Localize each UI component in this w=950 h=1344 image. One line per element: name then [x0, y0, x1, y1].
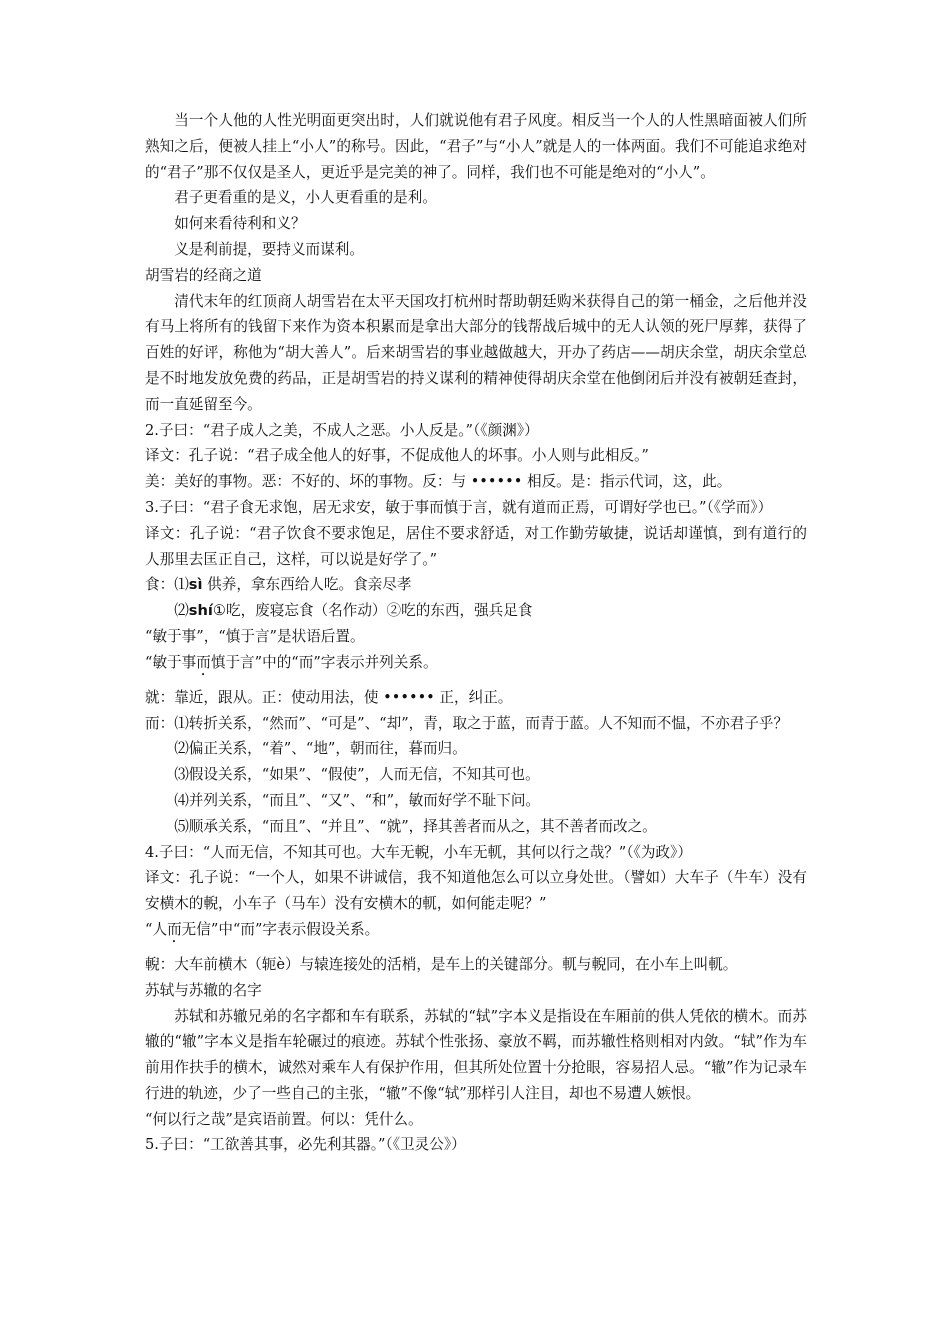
quote-2: 2.子曰：“君子成人之美，不成人之恶。小人反是。”（《颜渊》） [145, 421, 539, 439]
emphasized-char-er: 而 [196, 653, 211, 671]
pinyin-shi: shí [188, 602, 213, 620]
er-usage-4: ⑷并列关系，“而且”、“又”、“和”，敏而好学不耻下问。 [174, 791, 541, 809]
er-usage-1: 而：⑴转折关系，“然而”、“可是”、“却”，青，取之于蓝，而青于蓝。人不知而不愠，不亦君子乎？ [145, 714, 789, 732]
document-body [145, 108, 807, 1158]
er-usage-2: ⑵偏正关系，“着”、“地”，朝而往，暮而归。 [174, 740, 467, 758]
shi-reading-2-prefix: ⑵ [174, 602, 189, 620]
paragraph-junzi-xiaoren: 当一个人他的人性光明面更突出时，人们就说他有君子风度。相反当一个人的人性黑暗面被人们所熟知之后，便被人挂上“小人”的称号。因此，“君子”与“小人”就是人的一体两面。我们不可能追求绝对的“君子”那不仅仅是圣人，更近乎是完美的神了。同样，我们也不可能是绝对的“小人”。 [145, 112, 807, 181]
er-usage-5: ⑸顺承关系，“而且”、“并且”、“就”，择其善者而从之，其不善者而改之。 [174, 817, 657, 835]
shi-reading-2-text: ①吃，废寝忘食（名作动）②吃的东西，强兵足食 [212, 602, 533, 620]
quote-3: 3.子曰：“君子食无求饱，居无求安，敏于事而慎于言，就有道而正焉，可谓好学也已。”（《学而》） [145, 498, 773, 516]
grammar-note-2-b: 慎于言”中的“而”字表示并列关系。 [210, 653, 438, 671]
grammar-note-2-a: “敏于事 [145, 653, 197, 671]
grammar-note-3-a: “人 [145, 920, 168, 938]
grammar-note-3-b: 无信”中“而”字表示假设关系。 [181, 920, 380, 938]
quote-5: 5.子曰：“工欲善其事，必先利其器。”（《卫灵公》） [145, 1136, 466, 1154]
shi-reading-1-prefix: 食：⑴ [145, 576, 189, 594]
pinyin-si: sì [188, 576, 203, 594]
notes-3: 就：靠近，跟从。正：使动用法，使 •••••• 正，纠正。 [145, 688, 513, 706]
paragraph-answer: 义是利前提，要持义而谋利。 [174, 240, 364, 258]
paragraph-question: 如何来看待利和义？ [174, 215, 306, 233]
quote-4: 4.子曰：“人而无信，不知其可也。大车无輗，小车无軏，其何以行之哉？”（《为政》） [145, 843, 692, 861]
grammar-note-1: “敏于事”，“慎于言”是状语后置。 [145, 627, 365, 645]
shi-reading-1 [145, 572, 807, 598]
grammar-note-2 [145, 650, 807, 679]
section-heading-su-shi: 苏轼与苏辙的名字 [145, 981, 262, 999]
shi-reading-2 [145, 598, 807, 624]
shi-reading-1-text: 供养，拿东西给人吃。食亲尽孝 [202, 576, 412, 594]
notes-4: 輗：大车前横木（轭è）与辕连接处的活梢，是车上的关键部分。軏与輗同，在小车上叫軏。 [145, 955, 738, 973]
grammar-note-4: “何以行之哉”是宾语前置。何以：凭什么。 [145, 1110, 423, 1128]
paragraph-su-shi: 苏轼和苏辙兄弟的名字都和车有联系，苏轼的“轼”字本义是指设在车厢前的供人凭依的横木。而苏辙的“辙”字本义是指车轮碾过的痕迹。苏轼个性张扬、豪放不羁，而苏辙性格则相对内敛。“轼”作为车前用作扶手的横木，诚然对乘车人有保护作用，但其所处位置十分抢眼，容易招人忌。“辙”作为记录车行进的轨迹，少了一些自己的主张，“辙”不像“轼”那样引人注目，却也不易遭人嫉恨。 [145, 1007, 807, 1102]
translation-3: 译文：孔子说：“君子饮食不要求饱足，居住不要求舒适，对工作勤劳敏捷，说话却谨慎，到有道行的人那里去匡正自己，这样，可以说是好学了。” [145, 524, 807, 568]
emphasized-char-er-2: 而 [167, 920, 182, 938]
grammar-note-3 [145, 917, 807, 946]
translation-2: 译文：孔子说：“君子成全他人的好事，不促成他人的坏事。小人则与此相反。” [145, 447, 649, 465]
section-heading-hu-xueyan: 胡雪岩的经商之道 [145, 266, 262, 284]
paragraph-hu-xueyan: 清代末年的红顶商人胡雪岩在太平天国攻打杭州时帮助朝廷购米获得自己的第一桶金，之后他并没有马上将所有的钱留下来作为资本积累而是拿出大部分的钱帮战后城中的无人认领的死尸厚葬，获得了百姓的好评，称他为“胡大善人”。后来胡雪岩的事业越做越大，开办了药店——胡庆余堂，胡庆余堂总是不时地发放免费的药品，正是胡雪岩的持义谋利的精神使得胡庆余堂在他倒闭后并没有被朝廷查封，而一直延留至今。 [145, 292, 807, 413]
translation-4: 译文：孔子说：“一个人，如果不讲诚信，我不知道他怎么可以立身处世。（譬如）大车子（牛车）没有安横木的輗，小车子（马车）没有安横木的軏，如何能走呢？” [145, 869, 807, 913]
paragraph-yi-li: 君子更看重的是义，小人更看重的是利。 [174, 189, 437, 207]
er-usage-3: ⑶假设关系，“如果”、“假使”，人而无信，不知其可也。 [174, 766, 540, 784]
notes-2: 美：美好的事物。恶：不好的、坏的事物。反：与 •••••• 相反。是：指示代词，这，此。 [145, 473, 732, 491]
